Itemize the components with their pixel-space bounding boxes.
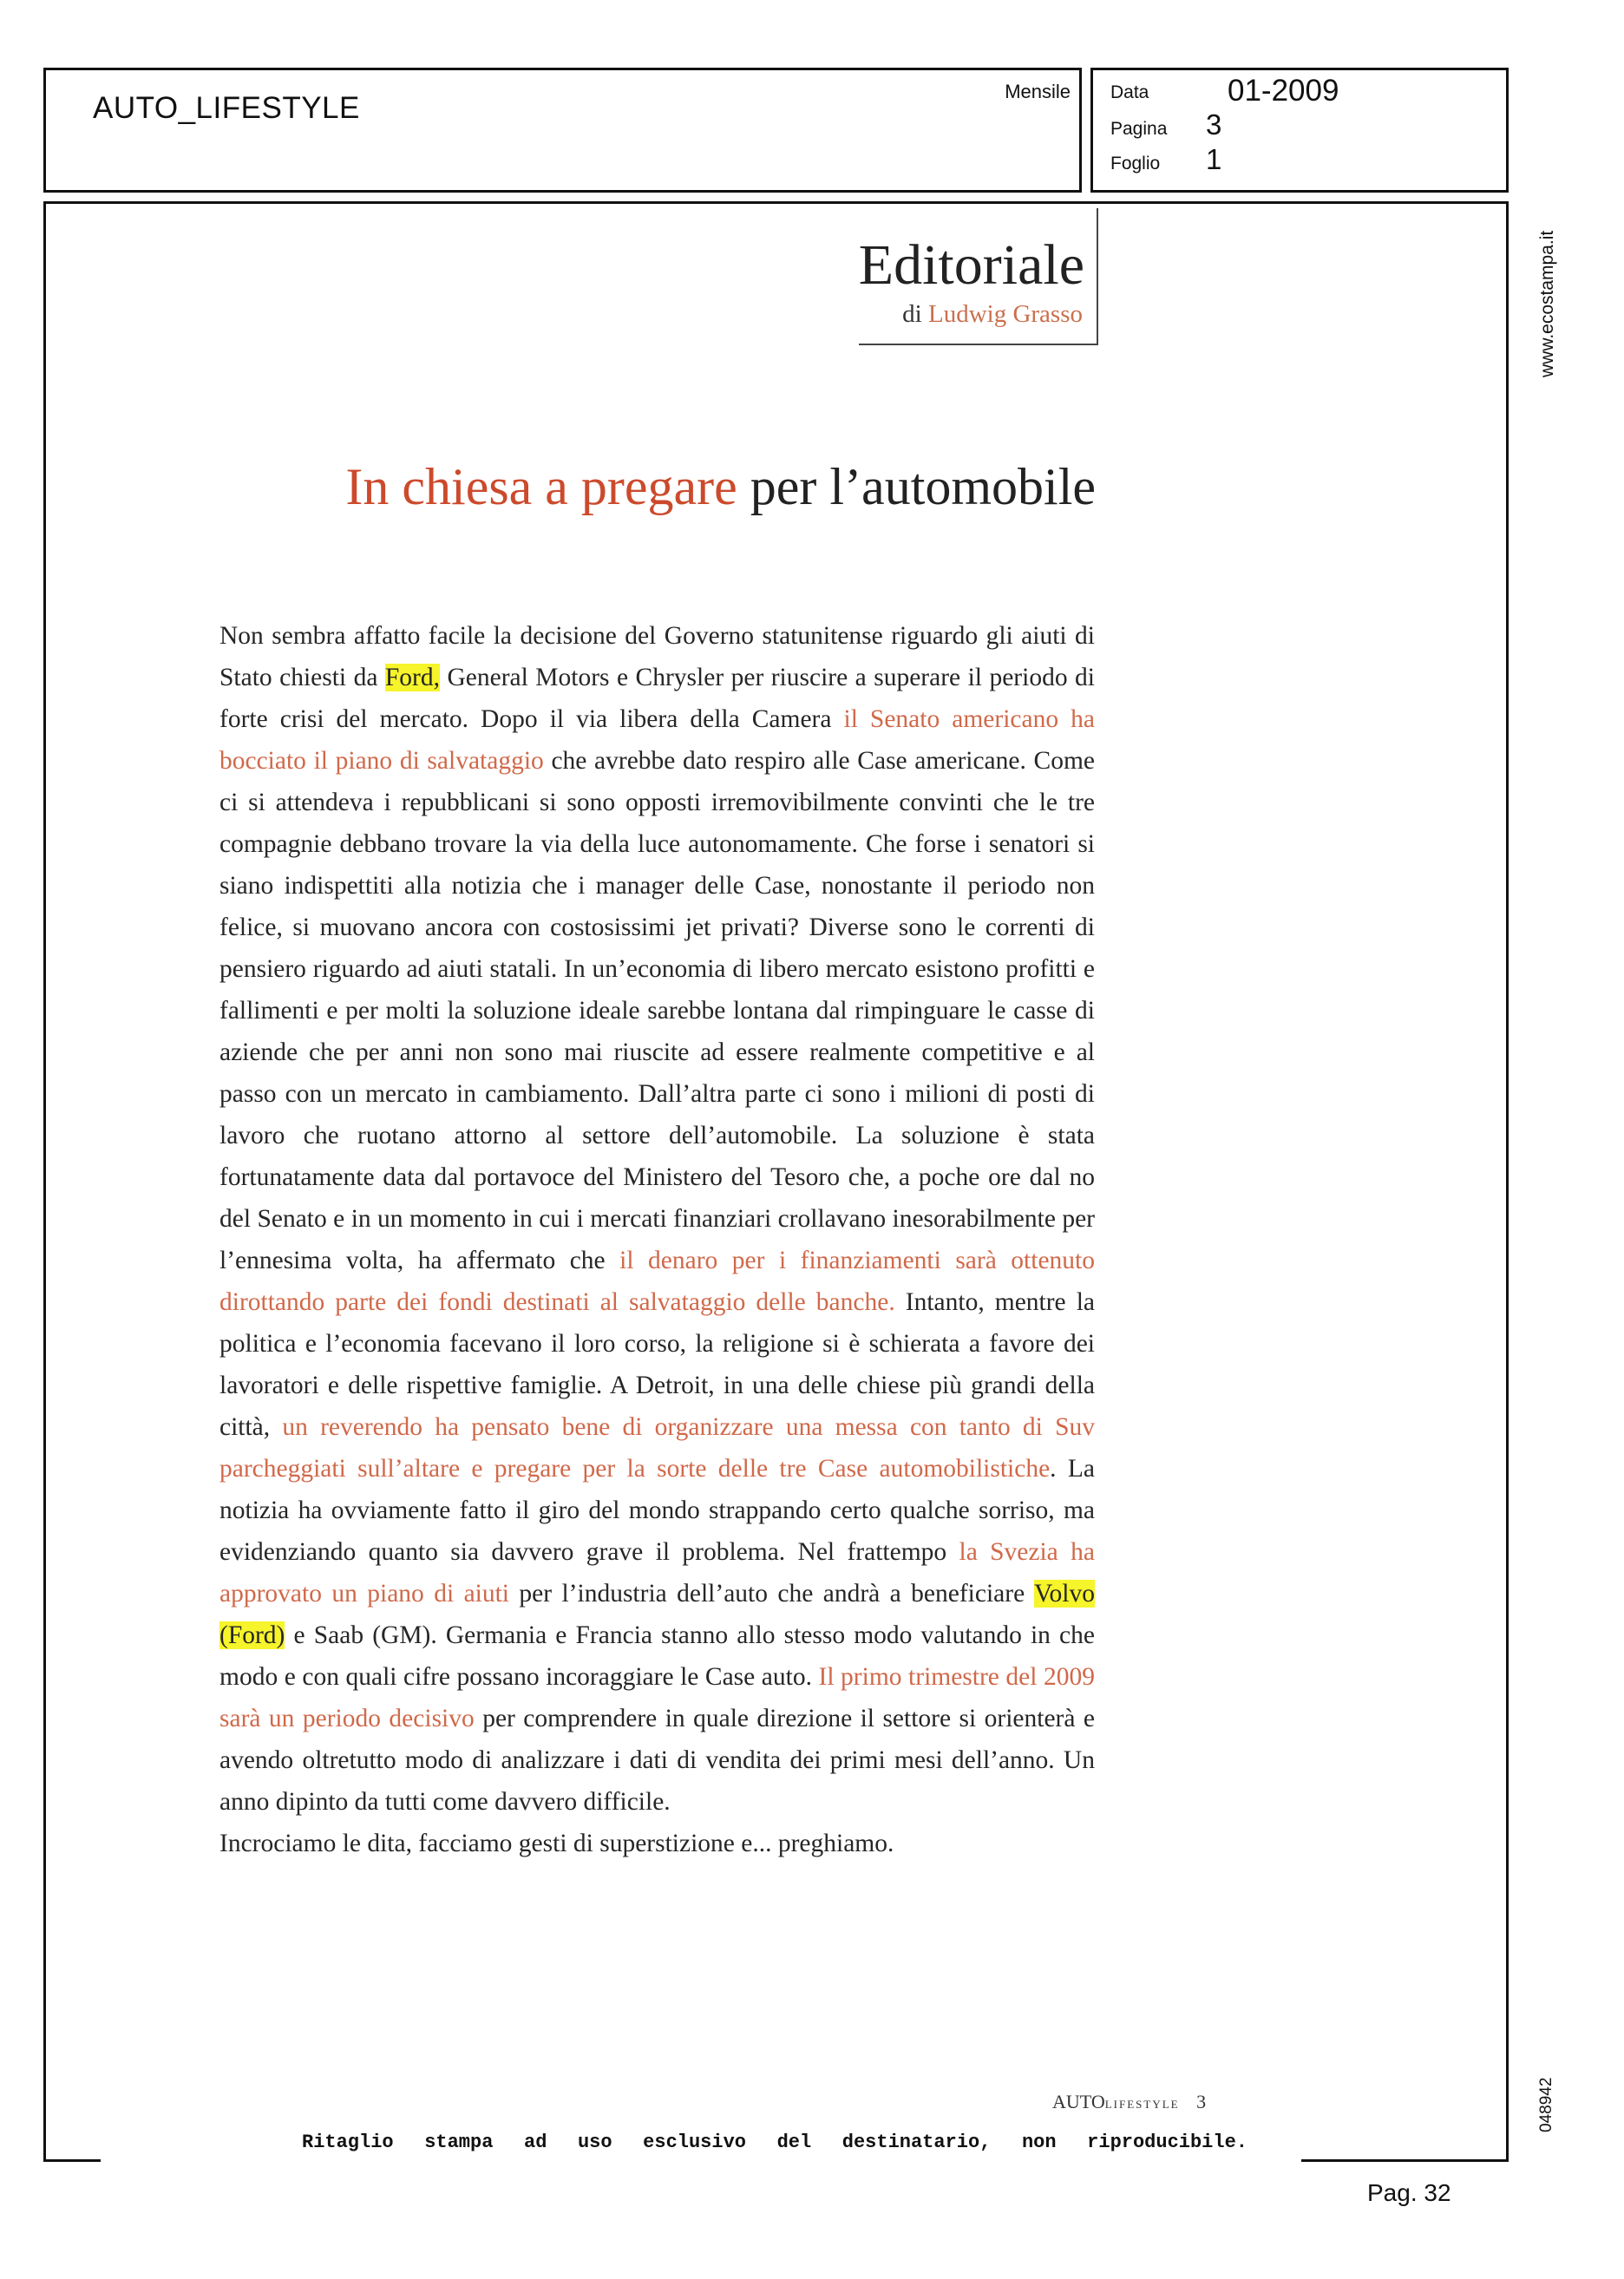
side-url: www.ecostampa.it xyxy=(1537,230,1557,377)
closing-line: Incrociamo le dita, facciamo gesti di superstizione e... preghiamo. xyxy=(219,1830,894,1857)
editorial-heading xyxy=(859,208,1098,345)
highlight-ford-2: (Ford) xyxy=(219,1621,285,1649)
author-prefix: di xyxy=(902,300,922,328)
highlight-volvo: Volvo xyxy=(1034,1580,1095,1608)
section-title: Editoriale xyxy=(858,233,1084,297)
publication-frequency: Mensile xyxy=(1005,81,1071,102)
header-meta-box xyxy=(1090,68,1509,193)
pagina-value: 3 xyxy=(1206,108,1222,141)
bottom-rule-right xyxy=(1301,2159,1509,2162)
emphasis-funds: il denaro per i finanziamenti sarà ottenuto dirottando parte dei fondi destinati al salvataggio delle banche. xyxy=(219,1247,1095,1316)
data-label: Data xyxy=(1110,82,1149,102)
body-text-segment: e Saab (GM). Germania e Francia stanno allo stesso modo valutando in che modo e con quali cifre possano incoraggiare le Case auto. xyxy=(219,1621,1095,1691)
pagina-label: Pagina xyxy=(1110,119,1168,139)
article-body xyxy=(219,615,1095,1864)
page-number: Pag. 32 xyxy=(1367,2179,1451,2206)
body-text-segment: per comprendere in quale direzione il settore si orienterà e avendo oltretutto modo di analizzare i dati di vendita dei primi mesi dell’anno. Un anno dipinto da tutti come davvero difficile. xyxy=(219,1705,1095,1816)
footer-mag-page: 3 xyxy=(1196,2091,1207,2112)
publication-name: AUTO_LIFESTYLE xyxy=(93,91,360,125)
body-text-segment: Non sembra affatto facile la decisione del Governo statunitense riguardo gli aiuti di Stato chiesti da xyxy=(219,622,1095,691)
foglio-value: 1 xyxy=(1206,143,1222,175)
header-publication-box xyxy=(43,68,1082,193)
meta-foglio-row xyxy=(1110,143,1221,176)
body-text-segment: che avrebbe dato respiro alle Case americane. Come ci si attendeva i repubblicani si sono opposti irremovibilmente convinti che le tre compagnie debbano trovare la via della luce autonomamente. Che forse i senatori si siano indispettiti alla notizia che i manager delle Case, nonostante il periodo non felice, si muovano ancora con costosissimi jet privati? Diverse sono le correnti di pensiero riguardo ad aiuti statali. In un’economia di libero mercato esistono profitti e fallimenti e per molti la soluzione ideale sarebbe lontana dal rimpinguare le casse di aziende che per anni non sono mai riuscite ad essere realmente competitive e al passo con un mercato in cambiamento. Dall’altra parte ci sono i milioni di posti di lavoro che ruotano attorno al settore dell’automobile. La soluzione è stata fortunatamente data dal portavoce del Ministero del Tesoro che, a poche ore dal no del Senato e in un momento in cui i mercati finanziari crollavano inesorabilmente per l’ennesima volta, ha affermato che xyxy=(219,747,1095,1274)
foglio-label: Foglio xyxy=(1110,154,1161,174)
bottom-rule-left xyxy=(43,2159,101,2162)
headline-accent: In chiesa a pregare xyxy=(345,458,737,515)
body-text-segment: Intanto, mentre la politica e l’economia facevano il loro corso, la religione si è schierata a favore dei lavoratori e delle rispettive famiglie. A Detroit, in una delle chiese più grandi della città, xyxy=(219,1288,1095,1441)
author-line xyxy=(902,300,1083,329)
meta-data-row xyxy=(1110,82,1206,103)
article-headline xyxy=(345,457,1096,517)
meta-pagina-row xyxy=(1110,108,1221,141)
body-text-segment: . La notizia ha ovviamente fatto il giro del mondo strappando certo qualche sorriso, ma evidenziando quanto sia davvero grave il problema. Nel frattempo xyxy=(219,1455,1095,1566)
magazine-footer xyxy=(1052,2091,1206,2113)
footer-mag-auto: AUTO xyxy=(1052,2091,1105,2112)
emphasis-quarter: Il primo trimestre del 2009 sarà un periodo decisivo xyxy=(219,1663,1096,1732)
data-value: 01-2009 xyxy=(1228,74,1339,108)
footer-mag-lifestyle: LIFESTYLE xyxy=(1104,2098,1180,2111)
body-text-segment: per l’industria dell’auto che andrà a beneficiare xyxy=(509,1580,1035,1608)
emphasis-sweden: la Svezia ha approvato un piano di aiuti xyxy=(219,1538,1095,1608)
author-name: Ludwig Grasso xyxy=(927,300,1083,328)
headline-rest: per l’automobile xyxy=(750,458,1096,515)
body-paragraph xyxy=(219,615,1095,1823)
side-code: 048942 xyxy=(1537,2077,1555,2132)
emphasis-reverend: un reverendo ha pensato bene di organizzare una messa con tanto di Suv parcheggiati sull’altare e pregare per la sorte delle tre Case automobilistiche xyxy=(219,1413,1095,1483)
highlight-ford: Ford, xyxy=(384,664,440,691)
emphasis-senate: il Senato americano ha bocciato il piano di salvataggio xyxy=(219,705,1095,775)
body-text-segment: General Motors e Chrysler per riuscire a superare il periodo di forte crisi del mercato. Dopo il via libera della Camera xyxy=(219,664,1095,733)
footer-disclaimer: Ritaglio stampa ad uso esclusivo del destinatario, non riproducibile. xyxy=(302,2132,1247,2153)
